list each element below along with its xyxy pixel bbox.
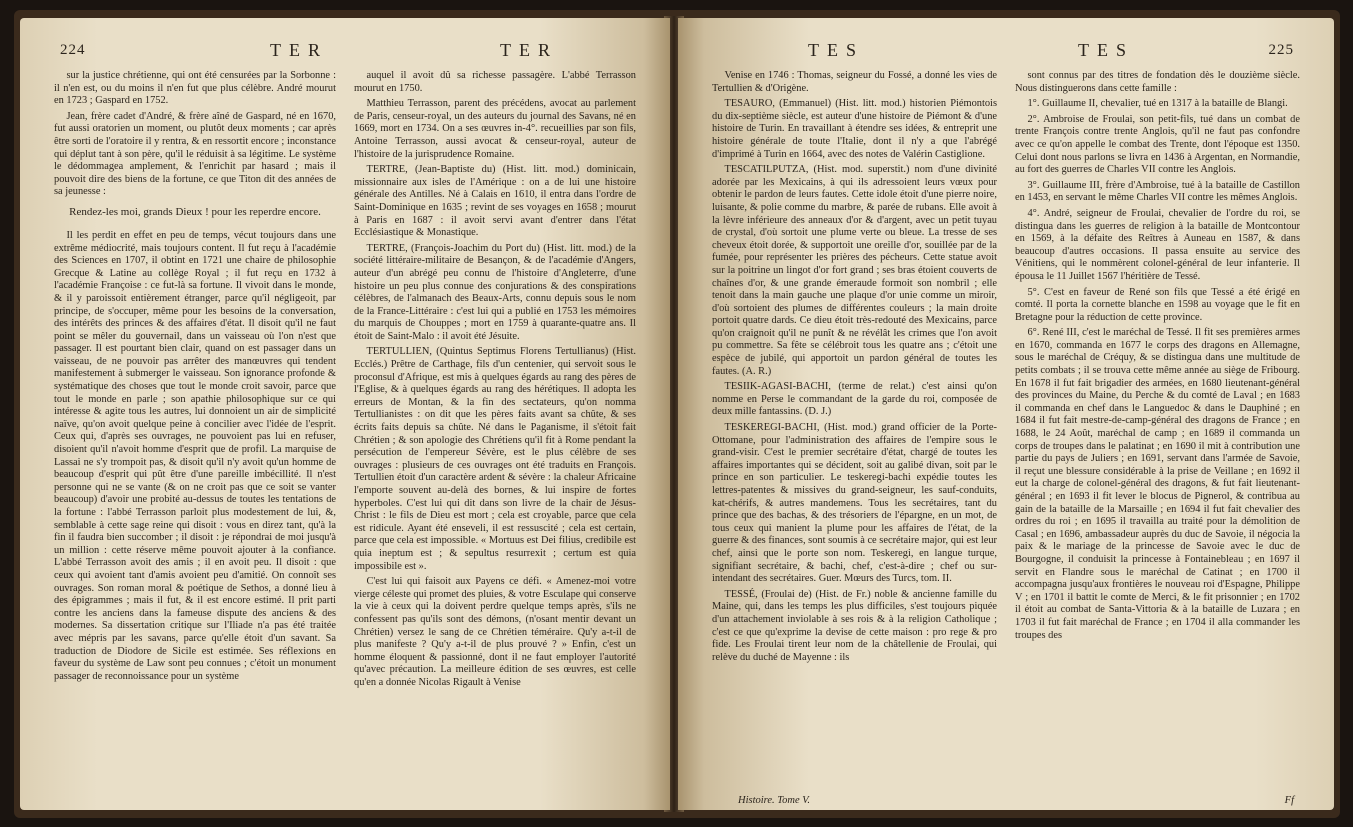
list-item: 6°. René III, c'est le maréchal de Tessé. Il fit ses premières armes en 1670, commanda en 1677 le corps des dragons en Allemagne, sous le maréchal de Créquy, & se distingua dans une multitude de petits combats ; il se trouva cette même année au siège de Fribourg. En 1678 il fut fait brigadier des armées, en 1680 lieutenant-général des provinces du Maine, du Perche & du comté de Laval ; en 1683 il commanda en chef dans le Languedoc & dans le Dauphiné ; en 1684 il fut fait mestre-de-camp-général des dragons de France ; en 1688, le 24 Août, maréchal de camp ; en 1689 il commanda un corps de troupes dans le palatinat ; en 1690 il mit à contribution une partie du pays de Juliers ; en 1691, servant dans l'armée de Savoie, il reçut une blessure considérable à la prise de Veillane ; en 1692 il eut la charge de colonel-général des dragons, & fut fait lieutenant-général ; en 1693 il fit lever le blocus de Pignerol, & contribua au gain de la bataille de la Marsaille ; en 1694 il fut fait chevalier des ordres du roi ; en 1695 il travailla au traité pour la démolition de Casal ; en 1696, ambassadeur auprès du duc de Savoie, il négocia la paix & le mariage de la princesse de Savoie avec le duc de Bourgogne, il conduisit la princesse à Fontainebleau ; en 1697 il servit en Flandre sous le maréchal de Catinat ; en 1700 il accompagna jusqu'aux frontières le nouveau roi d'Espagne, Philippe V ; en 1701 il battit le comte de Merci, & le fit prisonnier ; en 1702 il étoit au combat de Santa-Vittoria & à la bataille de Luzara ; en 1703 il fut fait maréchal de France ; en 1704 il alla commander les troupes des	[1015, 327, 1300, 641]
footer-signature: Ff	[1284, 795, 1294, 806]
paragraph: sont connus par des titres de fondation dès le douzième siècle. Nous distinguerons dans cette famille :	[1015, 70, 1300, 94]
right-columns	[712, 70, 1300, 796]
right-head-word-2: TES	[1078, 40, 1135, 60]
entry-tertre-fj: TERTRE, (François-Joachim du Port du) (Hist. litt. mod.) de la société littéraire-militaire de Besançon, & de l'académie d'Angers, auteur d'un abrégé peu connu de l'histoire d'Angleterre, d'une histoire un peu plus connue des conjurations & des conspirations célèbres, de l'almanach des Beaux-Arts, connu depuis sous le nom de la France-Littéraire : c'est lui qui a publié en 1753 les mémoires du marquis de Chouppes ; mort en 1759 à quarante-quatre ans. Il étoit de Saint-Malo : il avoit été Jésuite.	[354, 242, 636, 342]
entry-tertre-jb: TERTRE, (Jean-Baptiste du) (Hist. litt. mod.) dominicain, missionnaire aux isles de l'Amérique : on a de lui une histoire générale des Antilles. Né à Calais en 1610, il entra dans l'ordre de Saint-Dominique en 1635 ; revint de ses voyages en 1658 ; mourut à Paris en 1687 : il avoit servi avant d'entrer dans l'état Ecclésiastique & Monastique.	[354, 164, 636, 239]
right-page-number: 225	[1268, 42, 1294, 58]
paragraph: C'est lui qui faisoit aux Payens ce défi. « Amenez-moi votre vierge céleste qui promet des pluies, & votre Esculape qui conserve la vie à ceux qui la doivent perdre quelque temps après, s'ils ne confessent pas qu'ils sont des démons, (n'osant mentir devant un Chrétien) versez le sang de ce Chrétien téméraire. Qu'y a-t-il de plus manifeste ? Qu'y a-t-il de plus prouvé ? » Enfin, c'est un homme éloquent & passionné, dont il ne faut employer l'autorité qu'avec précaution. La meilleure édition de ses œuvres, est celle qu'en a donnée Nicolas Rigault à Venise	[354, 576, 636, 688]
open-book	[14, 10, 1340, 818]
list-item: 3°. Guillaume III, frère d'Ambroise, tué à la bataille de Castillon en 1453, en servant le même Charles VII contre les mêmes Anglois.	[1015, 179, 1300, 204]
entry-teskeregi: TESKEREGI-BACHI, (Hist. mod.) grand officier de la Porte-Ottomane, pour l'administration des affaires de l'empire sous le grand-visir. C'est le premier secrétaire d'état, chargé de toutes les affaires importantes qui se décident, soit au galibé divan, soit par le prince en son particulier. Le teskeregi-bachi expédie toutes les lettres-patentes & missives du grand-seigneur, les sauf-conduits, kat-chérifs, & autres mandemens. Tous les secrétaires, tant du prince que des bachas, & des trésoriers de l'épargne, en un mot, de tous ceux qui manient la plume pour les affaires de l'état, de la guerre & des finances, sont soumis à ce secrétaire major, qui est leur chef, ainsi que le porte son nom. Teskeregi, en langue turque, signifiant secrétaire, & bachi, chef, c'est-à-dire ; chef ou sur-intendant des secrétaires. Guer. Mœurs des Turcs, tom. II.	[712, 422, 997, 585]
right-running-head	[718, 40, 1294, 62]
paragraph: Il les perdit en effet en peu de temps, vécut toujours dans une extrême médiocrité, mais toujours content. Il fut reçu à l'académie des Sciences en 1707, il obtint en 1721 une chaire de philosophie Grecque & Latine au collège Royal ; il fut reçu en 1732 à l'académie Françoise : ce fut-là sa fortune. Il vivoit dans le monde, & il y paroissoit entièrement étranger, parce qu'il négligeoit, par principe, de s'occuper, même pour les besoins de la conversation, des intérêts des princes & des affaires d'état. Il disoit qu'il ne faut point se mêler du gouvernail, dans un vaisseau où l'on n'est que passager. Il est pourtant bien clair, quand on est passager dans un vaisseau, de ne pouvoir pas arrêter des manœuvres qui tendent manifestement à submerger le vaisseau. Son ignorance profonde & systématique des choses que tout le monde croit savoir, parce que tout le monde en parle ; son apathie philosophique sur ce qui intéresse & agite tous les autres, lui donnoient un air de simplicité naïve, qu'on avoit quelque peine à concilier avec l'idée de l'esprit. Ceux qui, d'après ses ouvrages, ne pouvoient pas lui en refuser, disoient qu'il n'avoit homme d'esprit que de profil. La marquise de Lassai ne s'y trompoit pas, & disoit qu'il n'y avoit qu'un homme de beaucoup d'esprit qui pût être d'une pareille imbécillité. Il n'est personne qui ne se vante (& on ne croit pas que ce soit se vanter beaucoup) d'avoir une probité au-dessus de toutes les tentations de la fortune : l'abbé Terrasson parloit plus modestement de lui, &, semblable à cette sage reine qui disoit : vous en direz tant, qu'à la fin il faudra bien succomber ; il disoit : je répondrai de moi jusqu'à un million : cette réserve même pouvoit ajouter à la confiance. L'abbé Terrasson avoit des amis ; il en avoit peu. Il disoit : que ceux qui avoient tant d'amis avoient peu d'amitié. On connoît ses ouvrages. Son roman moral & poétique de Sethos, a donné lieu à des épigrammes ; mais il fut, & il est encore estimé. Il prit parti contre les anciens dans la fameuse dispute des anciens & des modernes. Sa dissertation critique sur l'Iliade n'a pas été traitée avec mépris par les savans, parce qu'elle étoit d'un savant. Sa traduction de Diodore de Sicile est estimée. Ses réflexions en faveur du système de Law sont peu connues ; c'étoit un monument passager de reconnoissance pour un système	[54, 229, 336, 682]
right-footer	[738, 795, 1294, 806]
paragraph: Matthieu Terrasson, parent des précédens, avocat au parlement de Paris, censeur-royal, un des auteurs du journal des Savans, né en 1669, mort en 1734. On a ses œuvres in-4°. recueillies par son fils, Antoine Terrasson, aussi avocat & censeur-royal, auteur de l'histoire de la jurisprudence Romaine.	[354, 98, 636, 160]
left-column-1	[54, 70, 336, 796]
entry-tesauro: TESAURO, (Emmanuel) (Hist. litt. mod.) historien Piémontois du dix-septième siècle, est auteur d'une histoire de Piémont & d'une histoire de Turin. En travaillant à étendre ses idées, & entreprit une histoire générale de toute l'Italie, dont il n'y a que l'abrégé d'imprimé à Turin en 1664, avec des notes de Valérin Castiglione.	[712, 98, 997, 160]
right-page	[678, 18, 1334, 810]
left-running-head	[60, 40, 630, 62]
left-head-word-1: TER	[270, 40, 328, 60]
paragraph: Jean, frère cadet d'André, & frère aîné de Gaspard, né en 1670, fut aussi oratorien un moment, ou plutôt deux moments ; car après être sorti de l'oratoire il y rentra, & en ressortit encore ; inconstance qui déplut tant à son père, qu'il le réduisit à sa légitime. Le système le dédommagea amplement, & l'enrichit par hasard ; mais il pouvoit dire des biens de la fortune, ce que Titon dit des années de sa jeunesse :	[54, 110, 336, 198]
verse-quote: Rendez-les moi, grands Dieux ! pour les reperdre encore.	[69, 205, 321, 218]
list-item: 5°. C'est en faveur de René son fils que Tessé a été érigé en comté. Il porta la cornette blanche en 1598 au voyage que le fit en Bretagne pour la réduction de cette province.	[1015, 286, 1300, 323]
right-column-1	[712, 70, 997, 796]
entry-tescatilputza: TESCATILPUTZA, (Hist. mod. superstit.) nom d'une divinité adorée par les Mexicains, à qui ils adressoient leurs vœux pour obtenir le pardon de leurs fautes. Cette idole étoit d'une pierre noire, luisante, & polie comme du marbre, & parée de rubans. Elle avoit à la lèvre inférieure des anneaux d'or & d'argent, avec un petit tuyau de crystal, d'où sortoit une plume verte ou bleue. La tresse de ses cheveux étoit dorée, & supportoit une oreille d'or, souillée par de la fumée, pour représenter les prières des pécheurs. Cette statue avoit sur la poitrine un lingot d'or fort grand ; ses bras étoient couverts de chaînes d'or, & une grande émeraude formoit son nombril ; elle tenoit dans la main gauche une plaque d'or unie comme un miroir, d'où sortoient des plumes de différentes couleurs ; la main droite portoit quatre dards. Ce dieu étoit très-redouté des Mexicains, parce qu'on craignoit qu'il ne punît & ne révélât les crimes que l'on avoit pu commettre. Sa fête se célébroit tous les quatre ans ; c'étoit une espèce de jubilé, qui apportoit un pardon général de toutes les fautes. (A. R.)	[712, 164, 997, 377]
right-head-word-1: TES	[808, 40, 865, 60]
left-column-2	[354, 70, 636, 796]
paragraph: auquel il avoit dû sa richesse passagère. L'abbé Terrasson mourut en 1750.	[354, 70, 636, 94]
paragraph: Venise en 1746 : Thomas, seigneur du Fossé, a donné les vies de Tertullien & d'Origène.	[712, 70, 997, 94]
left-columns	[54, 70, 636, 796]
entry-tesse: TESSÉ, (Froulai de) (Hist. de Fr.) noble & ancienne famille du Maine, qui, dans les temps les plus difficiles, s'est toujours piquée d'un attachement inviolable à ses rois & à la religion Catholique ; c'est ce que qu'exprime la devise de cette maison : pro rege & pro fide. Les Froulai tirent leur nom de la châtellenie de Froulai, qui relève du duché de Mayenne : ils	[712, 588, 997, 663]
footer-volume: Histoire. Tome V.	[738, 795, 810, 806]
list-item: 4°. André, seigneur de Froulai, chevalier de l'ordre du roi, se distingua dans les guerres de religion à la bataille de Montcontour en 1569, à la défaite des Reîtres à Auneau en 1587, & dans beaucoup d'autres occasions. Il passa ensuite au service des Vénitiens, qui le nommèrent colonel-général de leur infanterie. Il épousa le 11 Juillet 1567 l'héritière de Tessé.	[1015, 207, 1300, 282]
entry-tertullien: TERTULLIEN, (Quintus Septimus Florens Tertullianus) (Hist. Ecclés.) Prêtre de Carthage, fils d'un centenier, qui servoit sous le proconsul d'Afrique, est mis à quelques égards au rang des pères de l'Eglise, & à quelques égards au rang des hérétiques. Il adopta les erreurs de Montan, & la fin des sectateurs, qu'on nomma Tertullianistes : on dit que les pères faits avant sa chûte, & ses écrits faits depuis sa chûte. Né dans le Paganisme, il s'étoit fait Chrétien ; & son apologie des Chrétiens qu'il fit à Rome pendant la persécution de l'empereur Sévère, est le plus célèbre de ses ouvrages : plusieurs de ces ouvrages ont été traduits en François. Tertullien étoit d'un caractère ardent & sévère : la chaleur Africaine l'emporte souvent au-delà des bornes, & lui inspire de fortes hyperboles. C'est lui qui dit dans son livre de la chair de Jésus-Christ : le fils de Dieu est mort ; cela est croyable, parce que cela est ridicule. Ayant été enseveli, il est ressuscité ; cela est certain, parce que cela est impossible. « Mortuus est Dei filius, credibile est quia ineptum est ; & sepultus resurrexit ; certum est quia impossibile est ».	[354, 346, 636, 572]
paragraph: sur la justice chrétienne, qui ont été censurées par la Sorbonne : il n'en est, ou du moins il n'en fut que plus célèbre. André mourut en 1723 ; Gaspard en 1752.	[54, 70, 336, 107]
entry-tesiik: TESIIK-AGASI-BACHI, (terme de relat.) c'est ainsi qu'on nomme en Perse le commandant de la garde du roi, composée de deux mille fantassins. (D. J.)	[712, 381, 997, 418]
list-item: 2°. Ambroise de Froulai, son petit-fils, tué dans un combat de trente François contre trente Anglois, qu'il ne faut pas confondre avec ce qu'on appelle le combat des Trente, dont l'époque est 1350. Celui dont nous parlons se livra en 1436 à Argentan, en Normandie, au fort des guerres de Charles VII contre les Anglois.	[1015, 113, 1300, 176]
left-page-number: 224	[60, 42, 86, 58]
left-head-word-2: TER	[500, 40, 558, 60]
left-page	[20, 18, 670, 810]
list-item: 1°. Guillaume II, chevalier, tué en 1317 à la bataille de Blangi.	[1027, 98, 1288, 110]
right-column-2	[1015, 70, 1300, 796]
